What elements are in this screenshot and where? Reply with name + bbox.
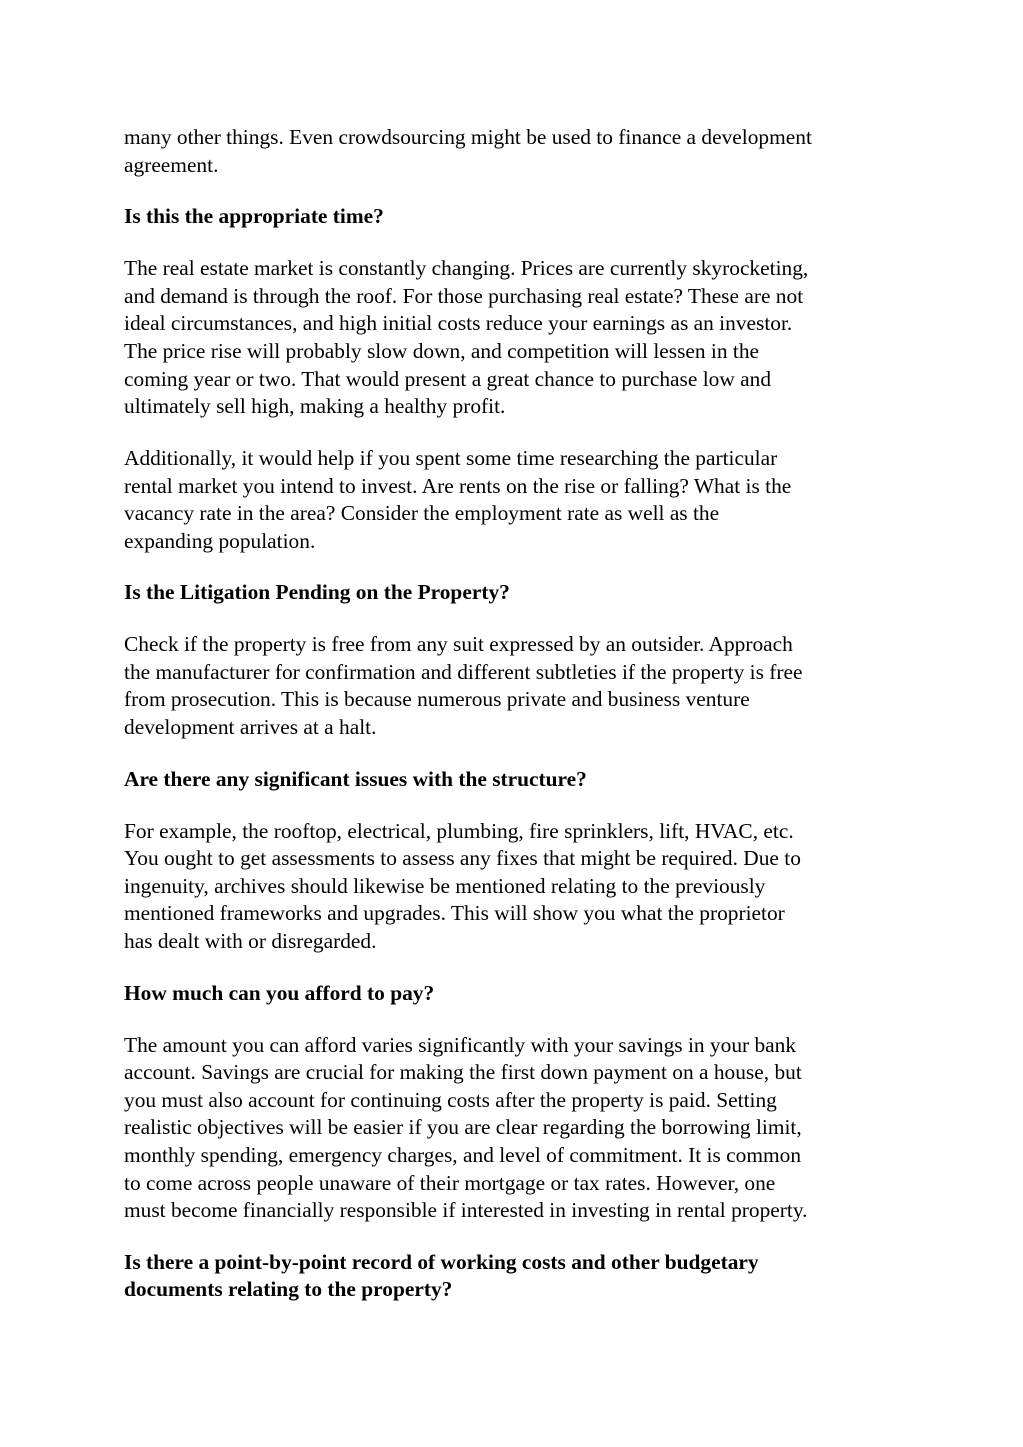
text-line: realistic objectives will be easier if you are clear regarding the borrowing limit, xyxy=(124,1115,802,1140)
heading-working-costs-record xyxy=(124,1249,904,1304)
heading-line: Is this the appropriate time? xyxy=(124,204,384,229)
text-line: For example, the rooftop, electrical, plumbing, fire sprinklers, lift, HVAC, etc. xyxy=(124,818,794,843)
text-line: rental market you intend to invest. Are rents on the rise or falling? What is the xyxy=(124,473,792,498)
text-line: coming year or two. That would present a great chance to purchase low and xyxy=(124,366,772,391)
heading-afford-to-pay xyxy=(124,980,904,1008)
text-line: and demand is through the roof. For those purchasing real estate? These are not xyxy=(124,283,804,308)
heading-appropriate-time xyxy=(124,203,904,231)
paragraph-litigation xyxy=(124,631,904,741)
heading-structure-issues xyxy=(124,766,904,794)
document-body xyxy=(124,124,904,1328)
text-line: Additionally, it would help if you spent some time researching the particular xyxy=(124,445,778,470)
text-line: account. Savings are crucial for making the first down payment on a house, but xyxy=(124,1060,802,1085)
paragraph-rental-market xyxy=(124,445,904,555)
text-line: expanding population. xyxy=(124,528,316,553)
text-line: from prosecution. This is because numerous private and business venture xyxy=(124,687,750,712)
text-line: monthly spending, emergency charges, and level of commitment. It is common xyxy=(124,1142,802,1167)
paragraph-market-changing xyxy=(124,255,904,421)
text-line: ingenuity, archives should likewise be mentioned relating to the previously xyxy=(124,873,766,898)
text-line: vacancy rate in the area? Consider the employment rate as well as the xyxy=(124,501,720,526)
paragraph-afford-to-pay xyxy=(124,1032,904,1225)
text-line: The real estate market is constantly changing. Prices are currently skyrocketing, xyxy=(124,256,809,281)
heading-litigation xyxy=(124,579,904,607)
text-line: to come across people unaware of their mortgage or tax rates. However, one xyxy=(124,1170,776,1195)
text-line: has dealt with or disregarded. xyxy=(124,928,377,953)
text-line: ideal circumstances, and high initial costs reduce your earnings as an investor. xyxy=(124,311,793,336)
text-line: Check if the property is free from any suit expressed by an outsider. Approach xyxy=(124,632,793,657)
text-line: you must also account for continuing costs after the property is paid. Setting xyxy=(124,1087,777,1112)
text-line: the manufacturer for confirmation and different subtleties if the property is free xyxy=(124,659,803,684)
text-line: mentioned frameworks and upgrades. This will show you what the proprietor xyxy=(124,901,785,926)
text-line: You ought to get assessments to assess any fixes that might be required. Due to xyxy=(124,846,801,871)
text-line: must become financially responsible if interested in investing in rental property. xyxy=(124,1198,808,1223)
text-line: agreement. xyxy=(124,152,219,177)
text-line: development arrives at a halt. xyxy=(124,715,377,740)
heading-line: How much can you afford to pay? xyxy=(124,980,435,1005)
heading-line: Are there any significant issues with the structure? xyxy=(124,766,587,791)
paragraph-structure-issues xyxy=(124,818,904,956)
text-line: many other things. Even crowdsourcing might be used to finance a development xyxy=(124,125,812,149)
heading-line: Is there a point-by-point record of working costs and other budgetary xyxy=(124,1249,759,1274)
heading-line: Is the Litigation Pending on the Property? xyxy=(124,580,510,605)
text-line: The price rise will probably slow down, and competition will lessen in the xyxy=(124,338,760,363)
text-line: The amount you can afford varies significantly with your savings in your bank xyxy=(124,1032,797,1057)
heading-line: documents relating to the property? xyxy=(124,1277,453,1302)
text-line: ultimately sell high, making a healthy profit. xyxy=(124,394,506,419)
paragraph-intro-continued xyxy=(124,124,904,179)
